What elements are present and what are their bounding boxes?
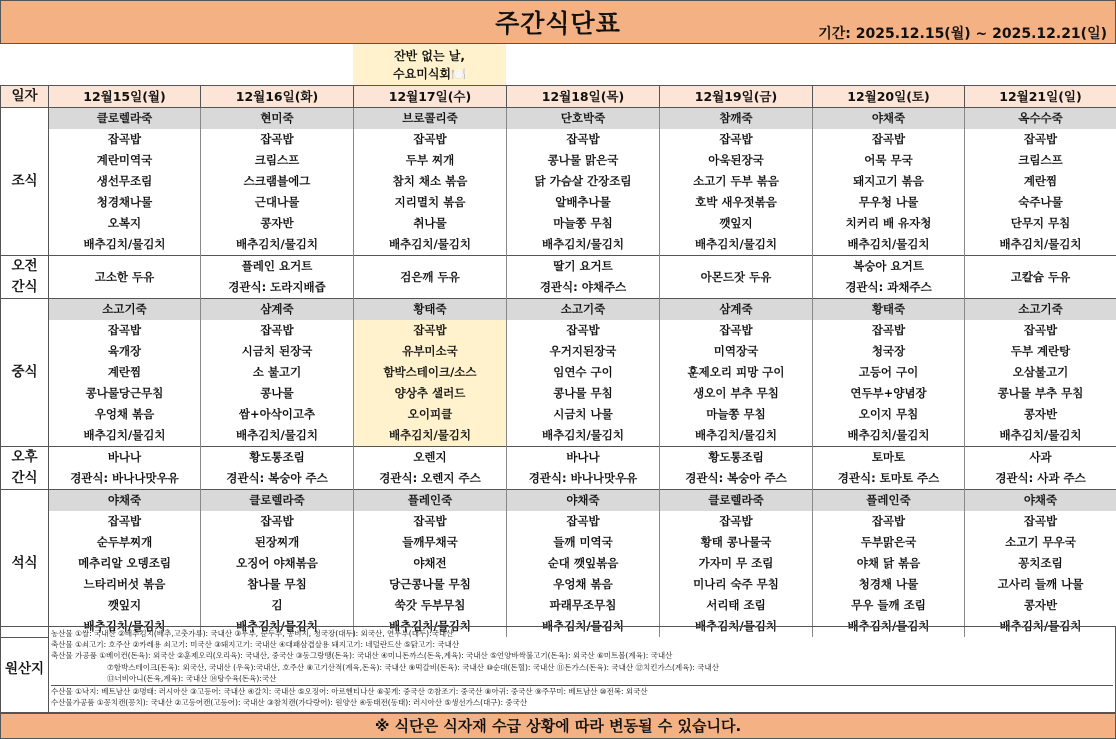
menu-item: 우거지된장국 (507, 341, 660, 362)
menu-item: 배추김치/물김치 (507, 616, 660, 637)
menu-item: 잡곡밥 (660, 511, 813, 532)
menu-row (1, 553, 1116, 574)
day-header: 12월21일(일) (965, 86, 1116, 108)
menu-item: 콩자반 (965, 404, 1116, 425)
menu-row (1, 341, 1116, 362)
menu-item: 야채 닭 볶음 (813, 553, 965, 574)
menu-item: 황태 콩나물국 (660, 532, 813, 553)
menu-item: 콩자반 (201, 213, 354, 234)
menu-item: 크림스프 (201, 150, 354, 171)
menu-item: 배추김치/물김치 (813, 425, 965, 447)
menu-item: 가자미 무 조림 (660, 553, 813, 574)
origin-line: 수산물 ①낙지: 베트남산 ②명태: 러시아산 ③고등어: 국내산 ④갈치: 국내산 ⑤오징어: 아르헨티나산 ⑥꽃게: 중국산 ⑦참조기: 중국산 ⑧아귀: 중국산 ⑨주꾸미: 베트남산 ⑩전복: 외국산 (51, 685, 1113, 697)
menu-item: 숙주나물 (965, 192, 1116, 213)
origin-section (0, 626, 1116, 713)
menu-item: 야채전 (354, 553, 507, 574)
porridge-item: 플레인죽 (813, 490, 965, 512)
snack-label-line: 간식 (11, 470, 38, 486)
origin-line: ⑦함박스테이크(돈육): 외국산, 국내산 (우육):국내산, 호주산 ⑧고기산적(계육,돈육): 국내산 ⑨떡갈비(돈육): 국내산 ⑩순대(돈혈): 국내산 ⑪돈가스(돈육): 국내산 ⑫치킨가스(계육): 국내산 (107, 662, 719, 672)
snack-row (1, 468, 1116, 490)
menu-row (1, 362, 1116, 383)
menu-item: 잡곡밥 (354, 129, 507, 150)
menu-item: 마늘쫑 무침 (507, 213, 660, 234)
menu-item: 잡곡밥 (507, 511, 660, 532)
porridge-item: 옥수수죽 (965, 108, 1116, 130)
menu-item: 생오이 부추 무침 (660, 383, 813, 404)
menu-item: 잡곡밥 (813, 511, 965, 532)
menu-item: 스크램블에그 (201, 171, 354, 192)
menu-item: 콩자반 (965, 595, 1116, 616)
origin-lines (51, 628, 1113, 708)
menu-item: 시금치 된장국 (201, 341, 354, 362)
origin-line: 농산물 ①쌀: 국내산 ②배추김치(배추,고춧가루): 국내산 ③두부, 순두부, 콩비지, 청국장(대두): 외국산, 연두부(대두):국내산 (51, 629, 454, 638)
day-header: 12월18일(목) (507, 86, 660, 108)
menu-item: 콩나물당근무침 (49, 383, 201, 404)
menu-item: 지리멸치 볶음 (354, 192, 507, 213)
menu-item: 잡곡밥 (201, 511, 354, 532)
menu-item: 참치 채소 볶음 (354, 171, 507, 192)
menu-item: 잡곡밥 (813, 320, 965, 341)
menu-item: 계란미역국 (49, 150, 201, 171)
menu-item: 양상추 샐러드 (354, 383, 507, 404)
menu-item: 된장찌개 (201, 532, 354, 553)
menu-item: 함박스테이크/소스 (354, 362, 507, 383)
menu-item: 느타리버섯 볶음 (49, 574, 201, 595)
menu-item: 잡곡밥 (49, 320, 201, 341)
menu-row (1, 383, 1116, 404)
menu-row (1, 320, 1116, 341)
porridge-item: 현미죽 (201, 108, 354, 130)
no-leftover-notice (353, 44, 506, 85)
menu-item: 잡곡밥 (507, 129, 660, 150)
title-bar (0, 0, 1116, 44)
snack-item: 아몬드잣 두유 (660, 256, 813, 299)
menu-item: 청경채나물 (49, 192, 201, 213)
menu-item: 생선무조림 (49, 171, 201, 192)
porridge-item: 클로렐라죽 (49, 108, 201, 130)
menu-item: 당근콩나물 무침 (354, 574, 507, 595)
menu-item: 계란찜 (49, 362, 201, 383)
menu-item: 두부 찌개 (354, 150, 507, 171)
menu-item: 들깨무채국 (354, 532, 507, 553)
menu-item: 시금치 나물 (507, 404, 660, 425)
menu-item: 유부미소국 (354, 341, 507, 362)
snack-tube-feed: 경관식: 과채주스 (813, 277, 965, 299)
menu-item: 배추김치/물김치 (49, 234, 201, 256)
menu-item: 잡곡밥 (813, 129, 965, 150)
snack-item: 바나나 (49, 447, 201, 469)
menu-item: 호박 새우젓볶음 (660, 192, 813, 213)
menu-item: 근대나물 (201, 192, 354, 213)
menu-item: 콩나물 (201, 383, 354, 404)
menu-item: 배추김치/물김치 (354, 234, 507, 256)
menu-row (1, 192, 1116, 213)
menu-item: 배추김치/물김치 (813, 616, 965, 637)
menu-item: 돼지고기 볶음 (813, 171, 965, 192)
snack-item: 바나나 (507, 447, 660, 469)
day-header-row (1, 86, 1116, 108)
menu-item: 배추김치/물김치 (660, 234, 813, 256)
menu-table (0, 85, 1116, 638)
menu-item: 배추김치/물김치 (660, 616, 813, 637)
snack-item: 고소한 두유 (49, 256, 201, 299)
menu-item: 깻잎지 (660, 213, 813, 234)
menu-item: 오징어 야채볶음 (201, 553, 354, 574)
snack-label (1, 447, 49, 490)
snack-tube-feed: 경관식: 복숭아 주스 (660, 468, 813, 490)
porridge-item: 황태죽 (354, 299, 507, 321)
menu-row (1, 404, 1116, 425)
menu-item: 배추김치/물김치 (354, 425, 507, 447)
menu-item: 꽁치조림 (965, 553, 1116, 574)
menu-item: 무우청 나물 (813, 192, 965, 213)
snack-row (1, 447, 1116, 469)
snack-tube-feed: 경관식: 복숭아 주스 (201, 468, 354, 490)
menu-item: 두부 계란탕 (965, 341, 1116, 362)
snack-label-line: 간식 (11, 279, 38, 295)
menu-item: 들깨 미역국 (507, 532, 660, 553)
footer-notice: ※ 식단은 식자재 수급 상황에 따라 변동될 수 있습니다. (0, 713, 1116, 739)
porridge-item: 플레인죽 (354, 490, 507, 512)
porridge-item: 황태죽 (813, 299, 965, 321)
menu-item: 닭 가슴살 간장조림 (507, 171, 660, 192)
snack-label-line: 오후 (11, 449, 38, 465)
meal-label: 조식 (1, 108, 49, 256)
menu-item: 배추김치/물김치 (813, 234, 965, 256)
menu-item: 아욱된장국 (660, 150, 813, 171)
menu-item: 오복지 (49, 213, 201, 234)
porridge-item: 클로렐라죽 (201, 490, 354, 512)
menu-item: 소고기 두부 볶음 (660, 171, 813, 192)
menu-item: 소고기 무우국 (965, 532, 1116, 553)
meal-label: 석식 (1, 490, 49, 638)
menu-row (1, 213, 1116, 234)
snack-tube-feed: 경관식: 바나나맛우유 (507, 468, 660, 490)
porridge-item: 소고기죽 (49, 299, 201, 321)
menu-item: 오삼불고기 (965, 362, 1116, 383)
menu-item: 배추김치/물김치 (49, 425, 201, 447)
menu-item: 배추김치/물김치 (660, 425, 813, 447)
menu-row (1, 129, 1116, 150)
meal-label: 중식 (1, 299, 49, 447)
menu-item: 배추김치/물김치 (965, 234, 1116, 256)
menu-item: 잡곡밥 (49, 511, 201, 532)
menu-item: 메추리알 오뎅조림 (49, 553, 201, 574)
snack-row (1, 256, 1116, 278)
menu-row (1, 574, 1116, 595)
menu-item: 육개장 (49, 341, 201, 362)
snack-label-line: 오전 (11, 258, 38, 274)
snack-item: 딸기 요거트 (507, 256, 660, 278)
menu-item: 우엉채 볶음 (49, 404, 201, 425)
menu-item: 순두부찌개 (49, 532, 201, 553)
menu-row (1, 234, 1116, 256)
menu-item: 훈제오리 피망 구이 (660, 362, 813, 383)
menu-item: 순대 깻잎볶음 (507, 553, 660, 574)
origin-line: 수산물가공품 ①꽁치캔(꽁치): 국내산 ②고등어캔(고등어): 국내산 ③참치캔(가다랑어): 원양산 ④동태전(동태): 러시아산 ⑤생선가스(대구): 중국산 (51, 698, 528, 708)
menu-item: 잡곡밥 (354, 320, 507, 341)
menu-item: 잡곡밥 (49, 129, 201, 150)
menu-item: 잡곡밥 (507, 320, 660, 341)
menu-item: 김 (201, 595, 354, 616)
menu-item: 쌈+아삭이고추 (201, 404, 354, 425)
menu-row (1, 425, 1116, 447)
menu-row (1, 150, 1116, 171)
menu-item: 콩나물 무침 (507, 383, 660, 404)
menu-item: 배추김치/물김치 (965, 425, 1116, 447)
menu-item: 잡곡밥 (965, 511, 1116, 532)
menu-item: 연두부+양념장 (813, 383, 965, 404)
menu-item: 오이지 무침 (813, 404, 965, 425)
porridge-item: 야채죽 (813, 108, 965, 130)
snack-tube-feed: 경관식: 오렌지 주스 (354, 468, 507, 490)
snack-tube-feed: 경관식: 사과 주스 (965, 468, 1116, 490)
menu-item: 임연수 구이 (507, 362, 660, 383)
menu-item: 단무지 무침 (965, 213, 1116, 234)
menu-item: 마늘쫑 무침 (660, 404, 813, 425)
menu-item: 깻잎지 (49, 595, 201, 616)
menu-item: 배추김치/물김치 (201, 425, 354, 447)
menu-row (1, 171, 1116, 192)
day-header: 12월19일(금) (660, 86, 813, 108)
menu-item: 우엉채 볶음 (507, 574, 660, 595)
day-header: 12월17일(수) (354, 86, 507, 108)
menu-row (1, 595, 1116, 616)
porridge-row (1, 299, 1116, 321)
snack-tube-feed: 경관식: 야채주스 (507, 277, 660, 299)
menu-item: 참나물 무침 (201, 574, 354, 595)
menu-item: 잡곡밥 (660, 320, 813, 341)
snack-tube-feed: 경관식: 도라지배즙 (201, 277, 354, 299)
menu-item: 크림스프 (965, 150, 1116, 171)
menu-item: 배추김치/물김치 (354, 616, 507, 637)
porridge-item: 소고기죽 (965, 299, 1116, 321)
snack-item: 황도통조림 (660, 447, 813, 469)
origin-line: 축산물 가공품 ①베이컨(돈육): 외국산 ②훈제오리(오리육): 국내산, 중국산 ③동그랑땡(돈육): 국내산 ④미니돈까스(돈육,계육): 국내산 ⑤언양바싹불고기(돈육): 외국산 ⑥미트볼(계육): 국내산 (51, 651, 673, 661)
porridge-item: 야채죽 (507, 490, 660, 512)
snack-item: 오렌지 (354, 447, 507, 469)
menu-item: 잡곡밥 (201, 320, 354, 341)
date-label: 일자 (1, 86, 49, 108)
menu-item: 두부맑은국 (813, 532, 965, 553)
menu-item: 콩나물 부추 무침 (965, 383, 1116, 404)
porridge-item: 단호박죽 (507, 108, 660, 130)
menu-item: 배추김치/물김치 (49, 616, 201, 637)
page-title: 주간식단표 (495, 9, 621, 38)
porridge-item: 브로콜리죽 (354, 108, 507, 130)
menu-item: 알배추나물 (507, 192, 660, 213)
menu-item: 미나리 숙주 무침 (660, 574, 813, 595)
period-label: 기간: 2025.12.15(월) ~ 2025.12.21(일) (818, 26, 1107, 42)
menu-item: 쑥갓 두부무침 (354, 595, 507, 616)
menu-row (1, 532, 1116, 553)
notice-line: 잔반 없는 날, (394, 49, 465, 63)
notice-line: 수요미식회🍽️ (393, 67, 466, 81)
origin-line: 축산물 ①쇠고기: 호주산 ②카레용 쇠고기: 미국산 ③돼지고기: 국내산 ④대패삼겹살용 돼지고기: 네덜란드산 ⑤닭고기: 국내산 (51, 640, 460, 650)
porridge-item: 소고기죽 (507, 299, 660, 321)
menu-row (1, 511, 1116, 532)
menu-item: 파래무조무침 (507, 595, 660, 616)
porridge-item: 삼계죽 (660, 299, 813, 321)
menu-item: 취나물 (354, 213, 507, 234)
origin-line: ⑬너비아니(돈육,계육): 국내산 ⑭탕수육(돈육):국산 (107, 673, 277, 683)
menu-item: 콩나물 맑은국 (507, 150, 660, 171)
porridge-item: 클로렐라죽 (660, 490, 813, 512)
menu-item: 잡곡밥 (354, 511, 507, 532)
menu-item: 청국장 (813, 341, 965, 362)
menu-item: 배추김치/물김치 (507, 425, 660, 447)
snack-label (1, 256, 49, 299)
origin-label: 원산지 (1, 627, 49, 712)
porridge-item: 참깨죽 (660, 108, 813, 130)
menu-item: 어묵 무국 (813, 150, 965, 171)
menu-item: 고등어 구이 (813, 362, 965, 383)
menu-item: 청경채 나물 (813, 574, 965, 595)
snack-item: 황도통조림 (201, 447, 354, 469)
day-header: 12월20일(토) (813, 86, 965, 108)
day-header: 12월15일(월) (49, 86, 201, 108)
menu-item: 오이피클 (354, 404, 507, 425)
snack-tube-feed: 경관식: 바나나맛우유 (49, 468, 201, 490)
day-header: 12월16일(화) (201, 86, 354, 108)
menu-item: 고사리 들깨 나물 (965, 574, 1116, 595)
menu-item: 치커리 배 유자청 (813, 213, 965, 234)
menu-item: 배추김치/물김치 (201, 234, 354, 256)
snack-item: 사과 (965, 447, 1116, 469)
snack-item: 고칼슘 두유 (965, 256, 1116, 299)
snack-item: 토마토 (813, 447, 965, 469)
menu-item: 배추김치/물김치 (507, 234, 660, 256)
porridge-item: 삼계죽 (201, 299, 354, 321)
porridge-row (1, 108, 1116, 130)
menu-item: 무우 들깨 조림 (813, 595, 965, 616)
menu-item: 미역장국 (660, 341, 813, 362)
menu-item: 잡곡밥 (965, 320, 1116, 341)
menu-item: 배추김치/물김치 (965, 616, 1116, 637)
menu-item: 서리태 조림 (660, 595, 813, 616)
menu-item: 잡곡밥 (201, 129, 354, 150)
porridge-row (1, 490, 1116, 512)
menu-item: 잡곡밥 (965, 129, 1116, 150)
porridge-item: 야채죽 (49, 490, 201, 512)
menu-item: 잡곡밥 (660, 129, 813, 150)
porridge-item: 야채죽 (965, 490, 1116, 512)
menu-item: 계란찜 (965, 171, 1116, 192)
snack-tube-feed: 경관식: 토마토 주스 (813, 468, 965, 490)
snack-item: 복숭아 요거트 (813, 256, 965, 278)
snack-item: 플레인 요거트 (201, 256, 354, 278)
snack-item: 검은깨 두유 (354, 256, 507, 299)
menu-item: 소 불고기 (201, 362, 354, 383)
menu-item: 배추김치/물김치 (201, 616, 354, 637)
